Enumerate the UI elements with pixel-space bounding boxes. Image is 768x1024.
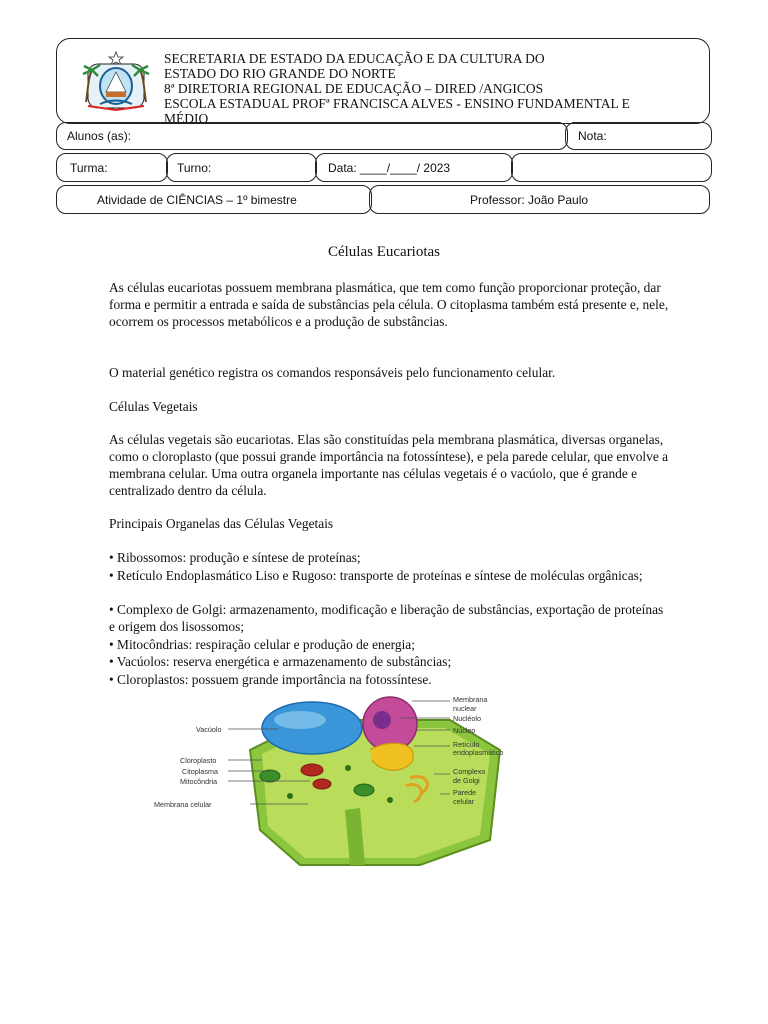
- subtitle-organelas: Principais Organelas das Células Vegetais: [109, 516, 334, 531]
- page-title: Células Eucariotas: [327, 244, 441, 260]
- header-line-3: 8ª DIRETORIA REGIONAL DE EDUCAÇÃO – DIRED /ANGICOS: [164, 81, 544, 96]
- subtitle-celulas-vegetais: Células Vegetais: [109, 399, 198, 414]
- bullet-vacuolos: • Vacúolos: reserva energética e armazenamento de substâncias;: [109, 654, 452, 669]
- label-reticulo-1: Retículo: [453, 740, 480, 749]
- header-line-5: MÉDIO: [164, 111, 209, 126]
- bullet-ribossomos: • Ribossomos: produção e síntese de proteínas;: [109, 550, 361, 565]
- blank-field[interactable]: [511, 153, 712, 182]
- bullet-golgi: • Complexo de Golgi: armazenamento, modificação e liberação de substâncias, exportação de proteínas e origem dos lisossomos;: [109, 602, 664, 634]
- alunos-label: Alunos (as):: [67, 129, 132, 143]
- plant-cell-diagram: [150, 690, 550, 870]
- paragraph-2: O material genético registra os comandos responsáveis pelo funcionamento celular.: [109, 365, 556, 380]
- label-membrana-nuclear-2: nuclear: [453, 704, 477, 713]
- label-membrana-celular: Membrana celular: [154, 800, 212, 809]
- bullet-mitocondrias: • Mitocôndrias: respiração celular e produção de energia;: [109, 637, 415, 652]
- state-coat-of-arms-logo: [78, 50, 154, 112]
- label-reticulo-2: endoplasmático: [453, 748, 504, 757]
- label-nucleo: Núcleo: [453, 726, 476, 735]
- label-citoplasma: Citoplasma: [182, 767, 218, 776]
- atividade-label: Atividade de CIÊNCIAS – 1º bimestre: [97, 193, 297, 207]
- data-label: Data: ____/____/ 2023: [328, 161, 451, 175]
- label-golgi-1: Complexo: [453, 767, 486, 776]
- label-parede-2: celular: [453, 797, 475, 806]
- alunos-field[interactable]: [56, 122, 568, 150]
- bullet-cloroplastos: • Cloroplastos: possuem grande importância na fotossíntese.: [109, 672, 432, 687]
- paragraph-3: As células vegetais são eucariotas. Elas são constituídas pela membrana plasmática, diversas organelas, como o cloroplasto (que possui grande importância na fotossíntese), e pela parede celular, que envolve a membrana celular. Uma outra organela importante nas células vegetais é o vacúolo, que é grande e centralizado dentro da célula.: [109, 432, 669, 498]
- nota-label: Nota:: [578, 129, 607, 143]
- label-nucleolo: Nucléolo: [453, 714, 481, 723]
- bullet-reticulo: • Retículo Endoplasmático Liso e Rugoso: transporte de proteínas e síntese de moléculas orgânicas;: [109, 568, 643, 583]
- turma-label: Turma:: [70, 161, 108, 175]
- header-line-4: ESCOLA ESTADUAL PROFª FRANCISCA ALVES - ENSINO FUNDAMENTAL E: [164, 96, 630, 111]
- label-mitocondria: Mitocôndria: [180, 777, 218, 786]
- professor-label: Professor: João Paulo: [470, 193, 589, 207]
- label-cloroplasto: Cloroplasto: [180, 756, 217, 765]
- label-golgi-2: de Golgi: [453, 776, 480, 785]
- label-parede-1: Parede: [453, 788, 477, 797]
- turno-label: Turno:: [177, 161, 212, 175]
- paragraph-1: As células eucariotas possuem membrana plasmática, que tem como função proporcionar proteção, dar forma e permitir a entrada e saída de substâncias pela célula. O citoplasma também está presente e, nele, ocorrem os processos metabólicos e a produção de substâncias.: [109, 280, 669, 329]
- label-membrana-nuclear-1: Membrana: [453, 695, 488, 704]
- vacuole-shape: [262, 702, 362, 754]
- header-line-2: ESTADO DO RIO GRANDE DO NORTE: [164, 66, 396, 81]
- header-line-1: SECRETARIA DE ESTADO DA EDUCAÇÃO E DA CULTURA DO: [164, 51, 545, 66]
- label-vacuolo: Vacúolo: [196, 725, 222, 734]
